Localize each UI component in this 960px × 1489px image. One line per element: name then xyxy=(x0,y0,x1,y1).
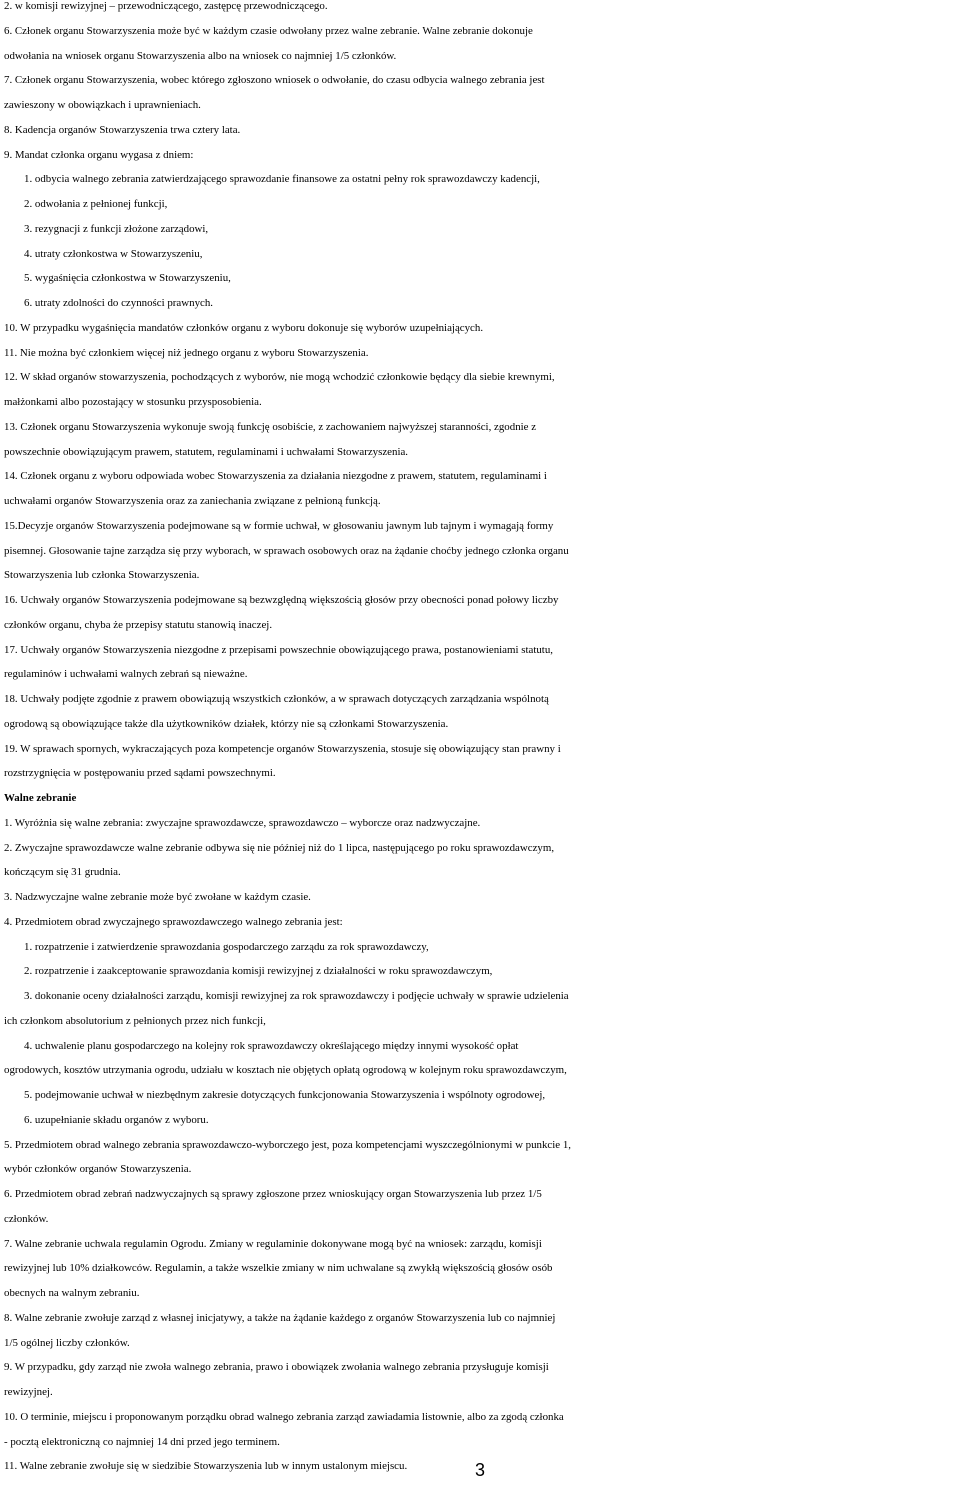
text-line: 7. Walne zebranie uchwala regulamin Ogrodu. Zmiany w regulaminie dokonywane mogą być na wniosek: zarządu, komisji xyxy=(4,1237,542,1250)
text-line: 4. uchwalenie planu gospodarczego na kolejny rok sprawozdawczy określającego między innymi wysokość opłat xyxy=(24,1039,519,1052)
text-line: rozstrzygnięcia w postępowaniu przed sądami powszechnymi. xyxy=(4,767,276,780)
text-line: 2. rozpatrzenie i zaakceptowanie sprawozdania komisji rewizyjnej z działalności w roku sprawozdawczym, xyxy=(24,965,493,978)
text-line: 1. rozpatrzenie i zatwierdzenie sprawozdania gospodarczego zarządu za rok sprawozdawczy, xyxy=(24,940,429,953)
text-line: 12. W skład organów stowarzyszenia, pochodzących z wyborów, nie mogą wchodzić członkowie będący dla siebie krewnymi, xyxy=(4,371,555,384)
section-heading: Walne zebranie xyxy=(4,792,77,804)
text-line: 9. Mandat członka organu wygasa z dniem: xyxy=(4,148,194,161)
text-line: 16. Uchwały organów Stowarzyszenia podejmowane są bezwzględną większością głosów przy obecności ponad połowy liczby xyxy=(4,594,559,606)
text-line: 4. utraty członkostwa w Stowarzyszeniu, xyxy=(24,247,203,260)
text-line: ogrodową są obowiązujące także dla użytkowników działek, którzy nie są członkami Stowarzyszenia. xyxy=(4,717,449,730)
text-line: małżonkami albo pozostający w stosunku przysposobienia. xyxy=(4,396,262,408)
text-line: 9. W przypadku, gdy zarząd nie zwoła walnego zebrania, prawo i obowiązek zwołania walnego zebrania przysługuje komisji xyxy=(4,1361,549,1374)
text-line: - pocztą elektroniczną co najmniej 14 dni przed jego terminem. xyxy=(4,1435,280,1448)
text-line: 18. Uchwały podjęte zgodnie z prawem obowiązują wszystkich członków, a w sprawach dotyczących zarządzania wspólnotą xyxy=(4,693,549,705)
text-line: 10. O terminie, miejscu i proponowanym porządku obrad walnego zebrania zarząd zawiadamia listownie, albo za zgodą członka xyxy=(4,1410,564,1423)
text-line: 6. Przedmiotem obrad zebrań nadzwyczajnych są sprawy zgłoszone przez wnioskujący organ Stowarzyszenia lub przez 1/5 xyxy=(4,1188,542,1200)
text-line: odwołania na wniosek organu Stowarzyszenia albo na wniosek co najmniej 1/5 członków. xyxy=(4,49,397,62)
text-line: kończącym się 31 grudnia. xyxy=(4,866,121,879)
page-number: 3 xyxy=(474,1460,485,1480)
text-line: 7. Członek organu Stowarzyszenia, wobec którego zgłoszono wniosek o odwołanie, do czasu odbycia walnego zebrania jest xyxy=(4,74,545,87)
text-line: 11. Walne zebranie zwołuje się w siedzibie Stowarzyszenia lub w innym ustalonym miejscu. xyxy=(4,1460,408,1473)
text-line: 5. wygaśnięcia członkostwa w Stowarzyszeniu, xyxy=(24,272,231,285)
text-line: powszechnie obowiązującym prawem, statutem, regulaminami i uchwałami Stowarzyszenia. xyxy=(4,445,409,458)
text-line: Stowarzyszenia lub członka Stowarzyszenia. xyxy=(4,569,200,582)
text-line: 1/5 ogólnej liczby członków. xyxy=(4,1336,130,1349)
text-line: 11. Nie można być członkiem więcej niż jednego organu z wyboru Stowarzyszenia. xyxy=(4,346,369,359)
text-line: pisemnej. Głosowanie tajne zarządza się przy wyborach, w sprawach osobowych oraz na żądanie choćby jednego członka organu xyxy=(4,544,569,557)
text-line: 13. Członek organu Stowarzyszenia wykonuje swoją funkcję osobiście, z zachowaniem najwyższej staranności, zgodnie z xyxy=(4,420,537,433)
text-line: 1. Wyróżnia się walne zebrania: zwyczajne sprawozdawcze, sprawozdawczo – wyborcze oraz nadzwyczajne. xyxy=(4,816,481,829)
text-line: 14. Członek organu z wyboru odpowiada wobec Stowarzyszenia za działania niezgodne z prawem, statutem, regulaminami i xyxy=(4,470,547,483)
text-line: wybór członków organów Stowarzyszenia. xyxy=(4,1163,192,1176)
text-line: 6. Członek organu Stowarzyszenia może być w każdym czasie odwołany przez walne zebranie. Walne zebranie dokonuje xyxy=(4,24,533,37)
text-line: 2. w komisji rewizyjnej – przewodniczącego, zastępcę przewodniczącego. xyxy=(4,0,328,12)
text-line: 8. Walne zebranie zwołuje zarząd z własnej inicjatywy, a także na żądanie każdego z organów Stowarzyszenia lub co najmniej xyxy=(4,1311,556,1324)
text-line: 1. odbycia walnego zebrania zatwierdzającego sprawozdanie finansowe za ostatni pełny rok sprawozdawczy kadencji, xyxy=(24,173,540,186)
text-line: 3. dokonanie oceny działalności zarządu, komisji rewizyjnej za rok sprawozdawczy i podjęcie uchwały w sprawie udzielenia xyxy=(24,990,569,1002)
text-line: 4. Przedmiotem obrad zwyczajnego sprawozdawczego walnego zebrania jest: xyxy=(4,915,343,928)
text-line: 2. Zwyczajne sprawozdawcze walne zebranie odbywa się nie później niż do 1 lipca, następującego po roku sprawozdawczym, xyxy=(4,841,555,854)
text-line: 3. Nadzwyczajne walne zebranie może być zwołane w każdym czasie. xyxy=(4,891,311,903)
text-line: członków organu, chyba że przepisy statutu stanowią inaczej. xyxy=(4,618,273,631)
text-line: obecnych na walnym zebraniu. xyxy=(4,1287,140,1299)
text-line: 5. Przedmiotem obrad walnego zebrania sprawozdawczo-wyborczego jest, poza kompetencjami wyszczególnionymi w punkcie 1, xyxy=(4,1138,572,1151)
text-line: rewizyjnej. xyxy=(4,1386,53,1398)
text-line: 6. utraty zdolności do czynności prawnych. xyxy=(24,297,214,309)
text-line: członków. xyxy=(4,1212,49,1225)
text-line: 6. uzupełnianie składu organów z wyboru. xyxy=(24,1113,209,1126)
text-line: 10. W przypadku wygaśnięcia mandatów członków organu z wyboru dokonuje się wyborów uzupełniających. xyxy=(4,321,484,334)
text-line: 2. odwołania z pełnionej funkcji, xyxy=(24,198,168,210)
text-line: 19. W sprawach spornych, wykraczających poza kompetencje organów Stowarzyszenia, stosuje się obowiązujący stan prawny i xyxy=(4,742,561,755)
text-line: 3. rezygnacji z funkcji złożone zarządowi, xyxy=(24,222,209,235)
text-line: 8. Kadencja organów Stowarzyszenia trwa cztery lata. xyxy=(4,123,241,136)
text-line: ogrodowych, kosztów utrzymania ogrodu, udziału w kosztach nie objętych opłatą ogrodową w kolejnym roku sprawozdawczym, xyxy=(4,1064,567,1077)
text-line: 5. podejmowanie uchwał w niezbędnym zakresie dotyczących funkcjonowania Stowarzyszenia i wspólnoty ogrodowej, xyxy=(24,1089,546,1101)
text-line: 15.Decyzje organów Stowarzyszenia podejmowane są w formie uchwał, w głosowaniu jawnym lub tajnym i wymagają formy xyxy=(4,519,554,532)
text-line: regulaminów i uchwałami walnych zebrań są nieważne. xyxy=(4,668,248,681)
text-line: ich członkom absolutorium z pełnionych przez nich funkcji, xyxy=(4,1014,266,1027)
text-line: uchwałami organów Stowarzyszenia oraz za zaniechania związane z pełnioną funkcją. xyxy=(4,495,381,507)
text-line: zawieszony w obowiązkach i uprawnieniach. xyxy=(4,99,201,111)
text-line: rewizyjnej lub 10% działkowców. Regulamin, a także wszelkie zmiany w nim uchwalane są zwykłą większością głosów osób xyxy=(4,1262,553,1275)
text-line: 17. Uchwały organów Stowarzyszenia niezgodne z przepisami powszechnie obowiązującego prawa, postanowieniami statutu, xyxy=(4,643,553,656)
